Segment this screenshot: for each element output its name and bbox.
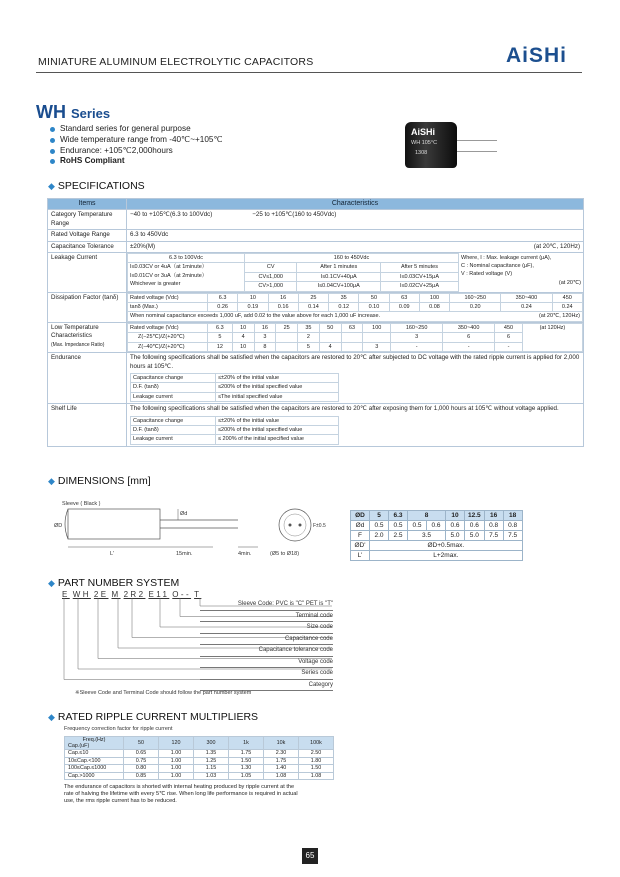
condition-value: ≤200% of the initial specified value — [216, 425, 339, 434]
condition-label: D.F. (tanδ) — [131, 383, 216, 392]
lt-row1-label: Rated voltage (Vdc) — [128, 323, 208, 332]
spec-row-rated — [48, 230, 584, 241]
dim-header: 5 — [370, 511, 389, 521]
ripple-value: 0.80 — [124, 765, 159, 773]
spec-row-leakage — [48, 253, 584, 293]
part-number-note: ※Sleeve Code and Terminal Code should follow the part number system — [75, 690, 252, 696]
dim-cell: L' — [351, 551, 370, 561]
leak-col: After 5 minutes — [380, 263, 458, 272]
ripple-value: 1.08 — [299, 772, 334, 780]
ripple-freq: 300 — [194, 737, 229, 750]
leak-cell: I≤0.02CV+25μA — [380, 282, 458, 291]
part-number-labels — [200, 599, 333, 691]
df-value: 0.19 — [238, 303, 268, 312]
df-voltage: 6.3 — [208, 293, 238, 302]
df-voltage: 63 — [389, 293, 419, 302]
part-code-segment: WH — [72, 590, 91, 599]
dim-header: 16 — [484, 511, 503, 521]
df-row1-label: Rated voltage (Vdc) — [128, 293, 208, 302]
category-high: −25 to +105℃(160 to 450Vdc) — [252, 211, 337, 219]
sleeve-label: Sleeve ( Black ) — [62, 501, 101, 507]
dim-cell: 0.5 — [408, 521, 427, 531]
ripple-freq: 100k — [299, 737, 334, 750]
lt-voltage: 25 — [276, 323, 298, 332]
leak-low-line: I≤0.01CV or 3uA（at 2minute） — [130, 272, 208, 279]
ripple-value: 1.08 — [264, 772, 299, 780]
dim-cell: 5.0 — [446, 531, 465, 541]
ripple-value: 0.65 — [124, 750, 159, 758]
dim-header: 18 — [503, 511, 522, 521]
dim-header: 6.3 — [389, 511, 408, 521]
leak-note: V : Rated voltage (V) — [461, 271, 513, 278]
leak-cell: I≤0.04CV+100μA — [297, 282, 380, 291]
lt-voltage: 6.3 — [208, 323, 233, 332]
rated-value: 6.3 to 450Vdc — [127, 230, 584, 241]
df-value: 0.26 — [208, 303, 238, 312]
lt-item: Low Temperature Characteristics — [51, 323, 99, 340]
dim-cell: 0.8 — [484, 521, 503, 531]
part-code-segment: E11 — [148, 590, 170, 599]
min15-label: 15min. — [176, 551, 193, 557]
dim-cell: 0.8 — [503, 521, 522, 531]
dim-header: 10 — [446, 511, 465, 521]
feature-item: Wide temperature range from -40℃~+105℃ — [50, 135, 223, 146]
lt-voltage: 100 — [363, 323, 391, 332]
part-code-label: Capacitance code — [200, 634, 333, 646]
df-voltage: 35 — [329, 293, 359, 302]
part-code-label: Category — [200, 680, 333, 692]
part-code-segment: E — [62, 590, 70, 599]
ripple-value: 1.35 — [194, 750, 229, 758]
tolerance-value: ±20%(M) — [130, 242, 156, 250]
dim-header: 12.5 — [465, 511, 485, 521]
lt-cond: (at 120Hz) — [522, 323, 582, 351]
lt-value: 2 — [298, 333, 320, 342]
dim-header: ØD — [351, 511, 370, 521]
feature-item: RoHS Compliant — [50, 156, 223, 167]
part-code-segment: O-- — [172, 590, 192, 599]
condition-value: ≤200% of the initial specified value — [216, 383, 339, 392]
leak-col: CV — [245, 263, 297, 272]
od-label: ØD — [54, 523, 63, 529]
ripple-value: 1.30 — [229, 765, 264, 773]
df-cond: (at 20℃, 120Hz) — [538, 313, 580, 320]
df-value: 0.24 — [501, 303, 552, 312]
dim-cell: F — [351, 531, 370, 541]
lt-value: 6 — [495, 333, 523, 342]
ripple-heading: ◆ RATED RIPPLE CURRENT MULTIPLIERS — [48, 711, 259, 723]
df-row2-label: tanδ (Max.) — [128, 303, 208, 312]
df-voltage: 16 — [268, 293, 298, 302]
ripple-freq: 1k — [229, 737, 264, 750]
part-code-segment: 2E — [93, 590, 109, 599]
lt-value: 5 — [208, 333, 233, 342]
df-voltage: 160~250 — [450, 293, 501, 302]
feature-item: Endurance: +105℃2,000hours — [50, 146, 223, 157]
ripple-value: 1.25 — [194, 757, 229, 765]
condition-value: ≤ 200% of the initial specified value — [216, 435, 339, 444]
rated-item: Rated Voltage Range — [48, 230, 127, 241]
ripple-note: The endurance of capacitors is shorted with internal heating produced by ripple current at the rate of halving the lifetime with every 5℃ rise. When long life performance is required in actual use, the rms ripple current has to be reduced. — [64, 784, 298, 804]
ripple-value: 1.05 — [229, 772, 264, 780]
condition-label: D.F. (tanδ) — [131, 425, 216, 434]
spec-table — [47, 198, 584, 447]
df-value: 0.09 — [389, 303, 419, 312]
lt-value: 5 — [298, 342, 320, 351]
spec-row-df — [48, 292, 584, 322]
dim-cell: 0.6 — [446, 521, 465, 531]
lt-row3-label: Z(−40℃)/Z(+20℃) — [128, 342, 208, 351]
part-code-label: Voltage code — [200, 657, 333, 669]
ripple-value: 1.50 — [299, 765, 334, 773]
df-voltage: 25 — [298, 293, 328, 302]
ripple-cap: 10≤Cap.<100 — [65, 757, 124, 765]
lt-value: 4 — [319, 342, 341, 351]
part-code-label: Terminal code — [200, 611, 333, 623]
series-suffix: Series — [71, 106, 111, 121]
lt-voltage: 160~250 — [391, 323, 443, 332]
dim-cell: 2.0 — [370, 531, 389, 541]
l-label: L' — [110, 551, 115, 557]
leak-high-hdr: 160 to 450Vdc — [245, 254, 459, 263]
lt-value: 8 — [254, 342, 276, 351]
ripple-value: 1.50 — [229, 757, 264, 765]
category-low: −40 to +105℃(6.3 to 100Vdc) — [130, 211, 213, 219]
dimensions-heading: ◆ DIMENSIONS [mm] — [48, 475, 151, 487]
diamond-icon: ◆ — [48, 712, 55, 722]
ripple-value: 2.50 — [299, 750, 334, 758]
lt-value: 3 — [363, 342, 391, 351]
feature-item: Standard series for general purpose — [50, 124, 223, 135]
part-code-segment: 2R2 — [123, 590, 146, 599]
spec-row-tolerance — [48, 241, 584, 252]
leak-cell: I≤0.03CV+15μA — [380, 272, 458, 281]
dim-cell: 2.5 — [389, 531, 408, 541]
lt-voltage: 63 — [341, 323, 363, 332]
part-code-label: Size code — [200, 622, 333, 634]
spec-row-lowtemp — [48, 322, 584, 352]
ripple-freq: 50 — [124, 737, 159, 750]
leak-cell: I≤0.1CV+40μA — [297, 272, 380, 281]
dim-cell: 7.5 — [484, 531, 503, 541]
part-number-heading: ◆ PART NUMBER SYSTEM — [48, 577, 180, 589]
capacitor-line1: WH 105°C — [411, 140, 438, 146]
series-name: WH — [36, 102, 66, 122]
spec-row-endurance — [48, 353, 584, 404]
df-value: 0.20 — [450, 303, 501, 312]
capacitor-brand: AiSHi — [411, 127, 436, 137]
lt-value: 3 — [391, 333, 443, 342]
dimension-table — [350, 510, 523, 561]
range-label: (Ø5 to Ø18) — [270, 551, 300, 557]
ripple-value: 1.00 — [159, 772, 194, 780]
dim-cell: L+2max. — [370, 551, 523, 561]
diamond-icon: ◆ — [48, 476, 55, 486]
ripple-subtitle: Frequency correction factor for ripple current — [64, 726, 173, 732]
dim-cell: 0.5 — [389, 521, 408, 531]
diamond-icon: ◆ — [48, 181, 55, 191]
tolerance-item: Capacitance Tolerance — [48, 241, 127, 252]
header-rule — [36, 72, 582, 73]
ripple-cap: Cap.≤10 — [65, 750, 124, 758]
ripple-value: 2.30 — [264, 750, 299, 758]
ripple-cap: Cap.>1000 — [65, 772, 124, 780]
part-code-segment: M — [111, 590, 121, 599]
ripple-freq: 10k — [264, 737, 299, 750]
ripple-value: 1.40 — [264, 765, 299, 773]
f-label: F±0.5 — [313, 523, 326, 529]
ripple-value: 0.85 — [124, 772, 159, 780]
series-title — [36, 102, 110, 123]
part-code-label: Sleeve Code: PVC is "C" PET is "T" — [200, 599, 333, 611]
shelf-text: The following specifications shall be satisfied when the capacitors are restored to 20℃ after exposing them for 1,000 hours at 105℃ without voltage applied. — [130, 405, 559, 413]
diamond-icon: ◆ — [48, 578, 55, 588]
lt-value: 12 — [208, 342, 233, 351]
lt-value: - — [443, 342, 495, 351]
condition-label: Capacitance change — [131, 373, 216, 382]
condition-value: ≤±20% of the initial value — [216, 416, 339, 425]
lt-value: 10 — [232, 342, 254, 351]
brand-logo: AiSHi — [506, 44, 568, 67]
ripple-value: 1.80 — [299, 757, 334, 765]
leak-cell: CV≤1,000 — [245, 272, 297, 281]
df-voltage: 50 — [359, 293, 389, 302]
dim-cell: ØD' — [351, 541, 370, 551]
dim-cell: 7.5 — [503, 531, 522, 541]
part-code-segment: T — [194, 590, 202, 599]
leak-col: After 1 minutes — [297, 263, 380, 272]
condition-label: Leakage current — [131, 435, 216, 444]
leak-cond: (at 20℃) — [558, 279, 581, 286]
leakage-item: Leakage Current — [48, 253, 127, 293]
df-value: 0.14 — [298, 303, 328, 312]
condition-label: Leakage current — [131, 392, 216, 401]
lt-value — [341, 333, 363, 342]
category-item: Category Temperature Range — [48, 210, 127, 230]
ripple-table — [64, 736, 334, 780]
lt-value — [341, 342, 363, 351]
df-item: Dissipation Factor (tanδ) — [48, 292, 127, 322]
ripple-value: 1.75 — [229, 750, 264, 758]
endurance-text: The following specifications shall be satisfied when the capacitors are restored to 20℃ after subjected to DC voltage with the rated ripple current is applied for 2,000 hours at 105℃. — [130, 354, 580, 370]
dimension-drawing — [48, 495, 328, 565]
page-number: 65 — [302, 848, 318, 864]
condition-value: ≤The initial specified value — [216, 392, 339, 401]
ripple-value: 1.00 — [159, 757, 194, 765]
ripple-value: 1.15 — [194, 765, 229, 773]
lt-value: 6 — [443, 333, 495, 342]
ripple-value: 1.00 — [159, 750, 194, 758]
dim-cell: 0.5 — [370, 521, 389, 531]
feature-list — [50, 124, 223, 167]
tolerance-cond: (at 20℃, 120Hz) — [533, 242, 580, 250]
lt-value — [276, 342, 298, 351]
lt-value — [276, 333, 298, 342]
ripple-value: 1.03 — [194, 772, 229, 780]
df-value: 0.16 — [268, 303, 298, 312]
df-voltage: 450 — [552, 293, 582, 302]
ripple-head-cap: Cap.(uF) — [68, 743, 90, 749]
leak-note: C : Nominal capacitance (μF), — [461, 262, 534, 269]
endurance-item: Endurance — [48, 353, 127, 404]
dim-cell: 5.0 — [465, 531, 485, 541]
small-d-label: Ød — [180, 511, 188, 517]
df-value: 0.12 — [329, 303, 359, 312]
lt-voltage: 350~400 — [443, 323, 495, 332]
df-voltage: 10 — [238, 293, 268, 302]
df-value: 0.24 — [552, 303, 582, 312]
leak-low-hdr: 6.3 to 100Vdc — [128, 254, 245, 263]
dim-cell: Ød — [351, 521, 370, 531]
lt-voltage: 10 — [232, 323, 254, 332]
df-note: When nominal capacitance exceeds 1,000 uF, add 0.02 to the value above for each 1,000 uF increase. — [130, 313, 381, 320]
lt-voltage: 450 — [495, 323, 523, 332]
df-voltage: 100 — [419, 293, 449, 302]
ripple-head-freq: Freq.(Hz) — [82, 737, 106, 743]
lt-voltage: 50 — [319, 323, 341, 332]
df-value: 0.08 — [419, 303, 449, 312]
part-code-label: Series code — [200, 668, 333, 680]
capacitor-line2: 1308 — [415, 150, 428, 156]
ripple-value: 1.00 — [159, 765, 194, 773]
capacitor-photo — [405, 118, 485, 172]
dim-cell: 0.6 — [465, 521, 485, 531]
lt-value: 3 — [254, 333, 276, 342]
header-title: MINIATURE ALUMINUM ELECTROLYTIC CAPACITORS — [38, 56, 314, 68]
specifications-heading: ◆ SPECIFICATIONS — [48, 180, 145, 192]
leak-note: Where, I : Max. leakage current (μA), — [461, 254, 552, 261]
dim-cell: 0.6 — [427, 521, 446, 531]
lt-value: - — [391, 342, 443, 351]
ripple-cap: 100≤Cap.≤1000 — [65, 765, 124, 773]
lt-item-sub: (Max. Impedance Ratio) — [51, 341, 105, 348]
part-code-label: Capacitance tolerance code — [200, 645, 333, 657]
lt-value — [363, 333, 391, 342]
lt-voltage: 35 — [298, 323, 320, 332]
shelf-item: Shelf Life — [48, 404, 127, 447]
lt-row2-label: Z(−25℃)/Z(+20℃) — [128, 333, 208, 342]
condition-label: Capacitance change — [131, 416, 216, 425]
lt-value — [319, 333, 341, 342]
ripple-value: 1.75 — [264, 757, 299, 765]
leak-cell: CV>1,000 — [245, 282, 297, 291]
leak-low-line: I≤0.03CV or 4uA（at 1minute） — [130, 264, 208, 271]
min4-label: 4min. — [238, 551, 252, 557]
df-voltage: 350~400 — [501, 293, 552, 302]
condition-value: ≤±20% of the initial value — [216, 373, 339, 382]
lt-value: 4 — [232, 333, 254, 342]
dim-cell: 3.5 — [408, 531, 446, 541]
spec-row-shelf — [48, 404, 584, 447]
lt-voltage: 16 — [254, 323, 276, 332]
df-value: 0.10 — [359, 303, 389, 312]
dim-cell: ØD+0.5max. — [370, 541, 523, 551]
ripple-value: 0.75 — [124, 757, 159, 765]
spec-row-category — [48, 210, 584, 230]
leak-low-line: Whichever is greater — [130, 281, 181, 288]
col-characteristics: Characteristics — [127, 199, 584, 210]
col-items: Items — [48, 199, 127, 210]
dim-header: 8 — [408, 511, 446, 521]
lt-value: - — [495, 342, 523, 351]
ripple-freq: 120 — [159, 737, 194, 750]
